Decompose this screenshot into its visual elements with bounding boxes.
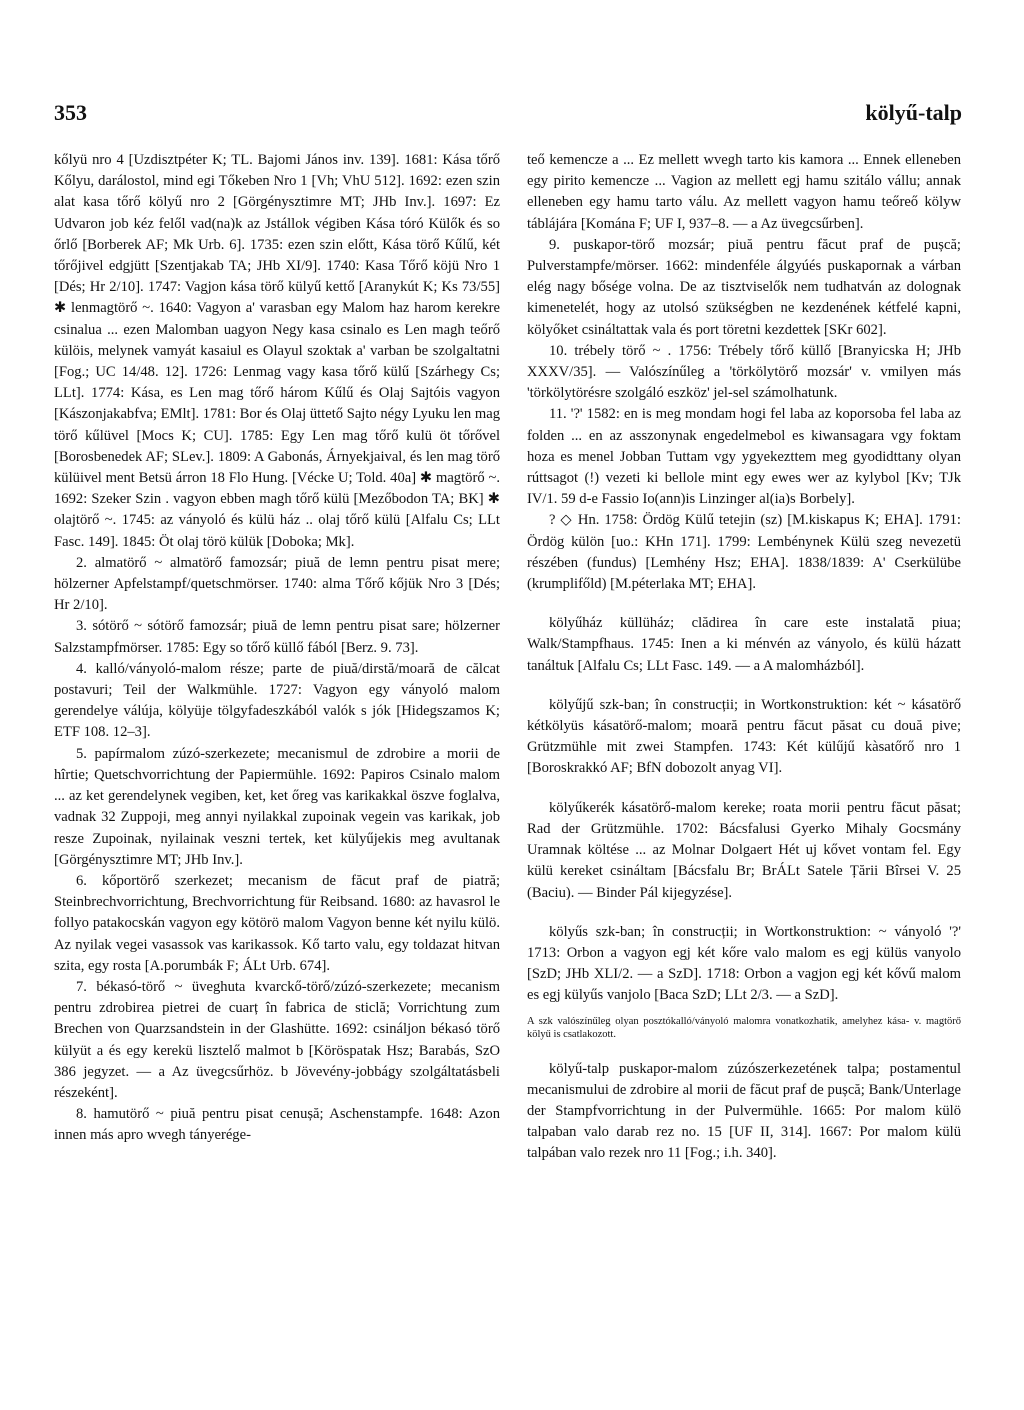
entry-kolyukerek: kölyűkerék kásatörő-malom kereke; roata morii pentru făcut păsat; Rad der Grützmühle. 1702: Bácsfalusi Gyerko Mihaly Gocsmány Uramnak költése ... az Molnar Dolgaert Hét uj kővet vontam fel. Egy külü kereket csináltam [Bácsfalu Br; BrÁLt Satele Țării Bîrsei V. 25 (Baciu). — Binder Pál kijegyzése]. [527, 799, 961, 901]
entry-kolyuju: kölyűjű szk-ban; în construcții; in Wortkonstruktion: két ~ kásatörő kétkölyüs kásatörő-malom; moară pentru făcut păsat cu două pive; Grützmühle mit zwei Stampfen. 1743: Két külűjű kàsatőrő nro 1 [Boroskrakkó AF; BfN dobozolt anyag VI]. [527, 696, 961, 777]
sense-4: 4. kalló/ványoló-malom része; parte de piuă/dirstă/moară de călcat postavuri; Teil der Walkmühle. 1727: Vagyon egy ványoló malom gerendelye válúja, kölyüje tölgyfadeszkából valók s jók [Hidegszamos K; ETF 108. 12–3]. [54, 660, 500, 741]
footnote: A szk valószínűleg olyan posztókalló/ványoló malomra vonatkozhatik, amelyhez kása- v. magtörő kölyű is csatlakozott. [527, 1015, 961, 1040]
page-number: 353 [54, 100, 87, 125]
sense-9: 9. puskapor-törő mozsár; piuă pentru făcut praf de pușcă; Pulverstampfe/mörser. 1662: mindenféle álgyúés puskapornak a várban elég nagy bősége volna. De az tisztviselők nem tudhatván az dolognak kimenetelét, hogy az utolsó szükségben ne kezdenének kétfelé kapni, kölyőket csináltattak vala és port töretni kezdettek [SKr 602]. [527, 236, 961, 338]
place-names: ? ◇ Hn. 1758: Ördög Külű tetejin (sz) [M.kiskapus K; EHA]. 1791: Ördög külön [uo.: KHn 171]. 1799: Lembénynek Külü szeg nevezetü részében (fundus) [Lemhény Hsz; EHA]. 1838/1839: A' Cserkülübe (krumplifőld) [M.péterlaka MT; EHA]. [527, 512, 961, 593]
entry-continuation: kőlyü nro 4 [Uzdisztpéter K; TL. Bajomi János inv. 139]. 1681: Kása tőrő Kőlyu, darálostol, mind egi Tőkeben Nro 1 [Vh; VhU 512]. 1692: ezen szin alat kasa tőrő kölyű nro 2 [Görgénysztimre MT; JHb Inv.]. 1697: Ez Udvaron job kéz felől vad(na)k az Jstállok végiben Kása tóró Külők és so őrlő [Borberek AF; Mk Urb. 6]. 1735: ezen szin előtt, Kása törő Kűlű, két tőrőjivel edgjütt [Szentjakab TA; JHb XI/9]. 1740: Kasa Tőrő köjü Nro 1 [Dés; Hr 2/10]. 1747: Vagjon kása törő külyű kettő [Aranykút K; Ks 73/55] ✱ lenmagtörő ~. 1640: Vagyon a' varasban egy Malom haz harom kerekre csinalua ... ezen Malomban uagyon Negy kasa csinalo es Len magh teőrő külöis, melynek vamyát kasaiul es Olayul szoktak a' varban be szolgaltatni [Fog.; UC 14/48. 12]. 1726: Lenmag vagy kasa tőrő külű [Szárhegy Cs; LLt]. 1774: Kása, es Len mag tőrő három Kűlű és Olaj Sajtóis vagyon [Kászonjakabfva; EMlt]. 1781: Bor és Olaj üttető Sajto négy Lyuku len mag törő kűlüvel [Mocs K; CU]. 1785: Egy Len mag tőrő kulü öt tőrővel [Borosbenedek AF; SLev.]. 1809: A Gabonás, Árnyekjaival, és len mag törő külüivel ment Betsü árron 18 Flo Hung. [Vécke U; Told. 40a] ✱ magtörő ~. 1692: Szeker Szin . vagyon ebben magh tőrő külü [Mezőbodon TA; BK] ✱ olajtörő ~. 1745: az ványoló és külü ház .. olaj tőrő külü [Alfalu Cs; LLt Fasc. 149]. 1845: Öt olaj törö külük [Doboka; Mk]. [54, 152, 500, 550]
right-column [527, 150, 961, 1165]
sense-8: 8. hamutörő ~ piuă pentru pisat cenușă; Aschenstampfe. 1648: Azon innen más apro wvegh tányerége- [54, 1106, 500, 1144]
sense-7: 7. békasó-törő ~ üveghuta kvarckő-törő/zúzó-szerkezete; mecanism pentru zdrobirea pietrei de cuarț în fabrica de sticlă; Vorrichtung zum Brechen von Quarzsandstein in der Glashütte. 1692: csináljon békasó törő külyüt a és egy kerekü lisztelő malmot b [Köröspatak Hsz; Barabás, SzO 386 jegyzet. — a Az üvegcsűrhöz. b Jövevény-jobbágy szolgáltatásbeli részeként]. [54, 978, 500, 1101]
sense-11: 11. '?' 1582: en is meg mondam hogi fel laba az koporsoba fel laba az folden ... en az asszonynak engedelmebol es kiwansagara vgy foktam hoza es menel Jobban Tuttam vgy ygyekezttem meg gyodidttany olyan rúttsagot (!) vezeti ki bellole mint egy ewes wer az kylybol [Kv; TJk IV/1. 59 d-e Fassio Io(ann)is Linzinger al(ia)s Borbely]. [527, 406, 961, 508]
entry-kolyus: kölyűs szk-ban; în construcții; in Wortkonstruktion: ~ ványoló '?' 1713: Orbon a vagyon egj két kőre valo malom es egj külüs vanyolo [SzD; JHb XLI/2. — a SzD]. 1718: Orbon a vagjon egj két kővű malom es egj külyűs vanjolo [Baca SzD; LLt 2/3. — a SzD]. [527, 923, 961, 1004]
sense-10: 10. trébely törő ~ . 1756: Trébely tőrő küllő [Branyicska H; JHb XXXV/35]. — Valószínűleg a 'törkölytörő mozsár' v. vmilyen más 'törkölytörésre szolgáló eszköz' jel-sel számolhatunk. [527, 342, 961, 402]
running-head: kölyű-talp [865, 100, 962, 125]
entry-kolyuhaz: kölyűház küllüház; clădirea în care este instalată piua; Walk/Stampfhaus. 1745: Inen a ki ménvén az ványolo, és külü házatt tanáltuk [Alfalu Cs; LLt Fasc. 149. — a A malomházból]. [527, 615, 961, 674]
sense-3: 3. sótörő ~ sótörő famozsár; piuă de lemn pentru pisat sare; hölzerner Salzstampfmörser. 1785: Egy so tőrő küllő fából [Berz. 9. 73]. [54, 618, 500, 656]
sense-6: 6. kőportörő szerkezet; mecanism de făcut praf de piatră; Steinbrechvorrichtung, Brechvorrichtung für Reibsand. 1680: az havasrol le follyo patakocskán vagyon egy kötörö malom Vagyon benne két nyilu külö. Az nyilak vegei vasassok vas karikassok. Kő tarto valu, egy toldazat hitvan szita, egy rosta [A.porumbák F; ÁLt Urb. 674]. [54, 872, 500, 974]
entry-kolyu-talp: kölyű-talp puskapor-malom zúzószerkezetének talpa; postamentul mecanismului de zdrobire al morii de făcut praf de pușcă; Bank/Unterlage der Stampfvorrichtung in der Pulvermühle. 1665: Por malom külö talpaban valo darab rez no. 15 [UF II, 314]. 1667: Por malom külü talpában valo rezek nro 11 [Fog.; i.h. 340]. [527, 1060, 961, 1162]
left-column [54, 150, 500, 1147]
sense-5: 5. papírmalom zúzó-szerkezete; mecanismul de zdrobire a morii de hîrtie; Quetschvorrichtung der Papiermühle. 1692: Papiros Csinalo malom ... az ket gerendelynek vegiben, ket, ket őreg vas karikakkal öszve foglalva, vadnak 32 Zuppoji, meg annyi nyilakkal zupoinak vegein vas karikak, job resze Zupoinak, nyilainak veszni tertek, ket külyűjekis meg avultanak [Görgénysztimre MT; JHb Inv.]. [54, 745, 500, 868]
sense-8-continuation: teő kemencze a ... Ez mellett wvegh tarto kis kamora ... Ennek elleneben egy pirito kemencze ... Vagion az mellett egj hamu szitálo vállu; annak elleneben egy hamu tarto válu. Az mellett vagyon hamu teőreő kölyw táblájára [Komána F; UF I, 937–8. — a Az üvegcsűrben]. [527, 152, 961, 232]
sense-2: 2. almatörő ~ almatörő famozsár; piuă de lemn pentru pisat mere; hölzerner Apfelstampf/quetschmörser. 1740: alma Tőrő kőjük Nro 3 [Dés; Hr 2/10]. [54, 554, 500, 614]
